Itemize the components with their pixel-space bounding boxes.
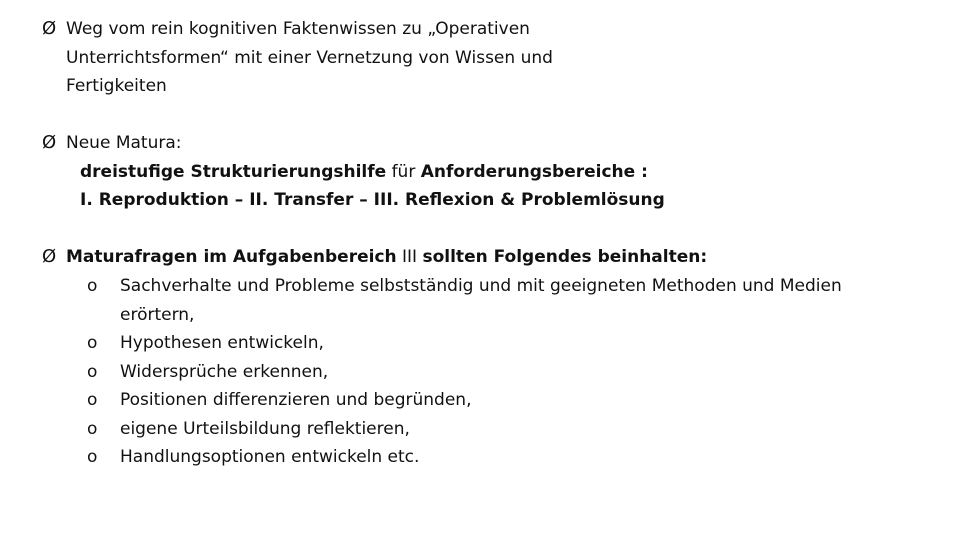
bullet-text-line: Weg vom rein kognitiven Faktenwissen zu „Operativen [66, 19, 530, 39]
bullet-text-line: Unterrichtsformen“ mit einer Vernetzung von Wissen und [66, 47, 553, 68]
list-item-text: Hypothesen entwickeln, [120, 333, 324, 353]
circle-bullet-icon: o [87, 418, 98, 439]
bold-phrase: Anforderungsbereiche : [420, 161, 648, 182]
list-item-text: Positionen differenzieren und begründen, [120, 390, 472, 410]
bold-phrase: dreistufige Strukturierungshilfe [80, 161, 387, 182]
list-item-continuation: erörtern, [120, 304, 195, 325]
bullet-operative-forms [42, 15, 553, 101]
list-item [87, 358, 842, 387]
list-item-text: Sachverhalte und Probleme selbstständig und mit geeigneten Methoden und Medien [120, 276, 842, 296]
circle-bullet-icon: o [87, 361, 98, 382]
list-item [87, 329, 842, 358]
bold-phrase: Maturafragen im Aufgabenbereich [66, 247, 397, 267]
arrow-bullet-icon: Ø [42, 246, 57, 267]
list-item-text: eigene Urteilsbildung reflektieren, [120, 418, 410, 439]
bold-phrase: sollten Folgendes beinhalten: [422, 247, 708, 267]
bullet-neue-matura [42, 129, 665, 215]
bullet-subline: I. Reproduktion – II. Transfer – III. Reflexion & Problemlösung [80, 190, 665, 210]
bullet-subline [80, 158, 665, 187]
circle-bullet-icon: o [87, 333, 98, 353]
plain-phrase: für [386, 161, 421, 182]
circle-bullet-icon: o [87, 447, 98, 467]
plain-phrase: III [396, 247, 423, 267]
sub-list [87, 272, 842, 472]
bullet-heading: Neue Matura: [66, 133, 182, 153]
bullet-text-line: Fertigkeiten [66, 76, 167, 96]
bullet-maturafragen [42, 243, 707, 272]
list-item [87, 386, 842, 415]
list-item [87, 443, 842, 472]
bullet-heading [66, 243, 707, 272]
list-item [87, 415, 842, 444]
list-item-text: Handlungsoptionen entwickeln etc. [120, 447, 420, 467]
circle-bullet-icon: o [87, 276, 98, 296]
arrow-bullet-icon: Ø [42, 18, 57, 39]
list-item-text: Widersprüche erkennen, [120, 361, 329, 382]
list-item [87, 272, 842, 301]
arrow-bullet-icon: Ø [42, 132, 57, 153]
circle-bullet-icon: o [87, 390, 98, 410]
